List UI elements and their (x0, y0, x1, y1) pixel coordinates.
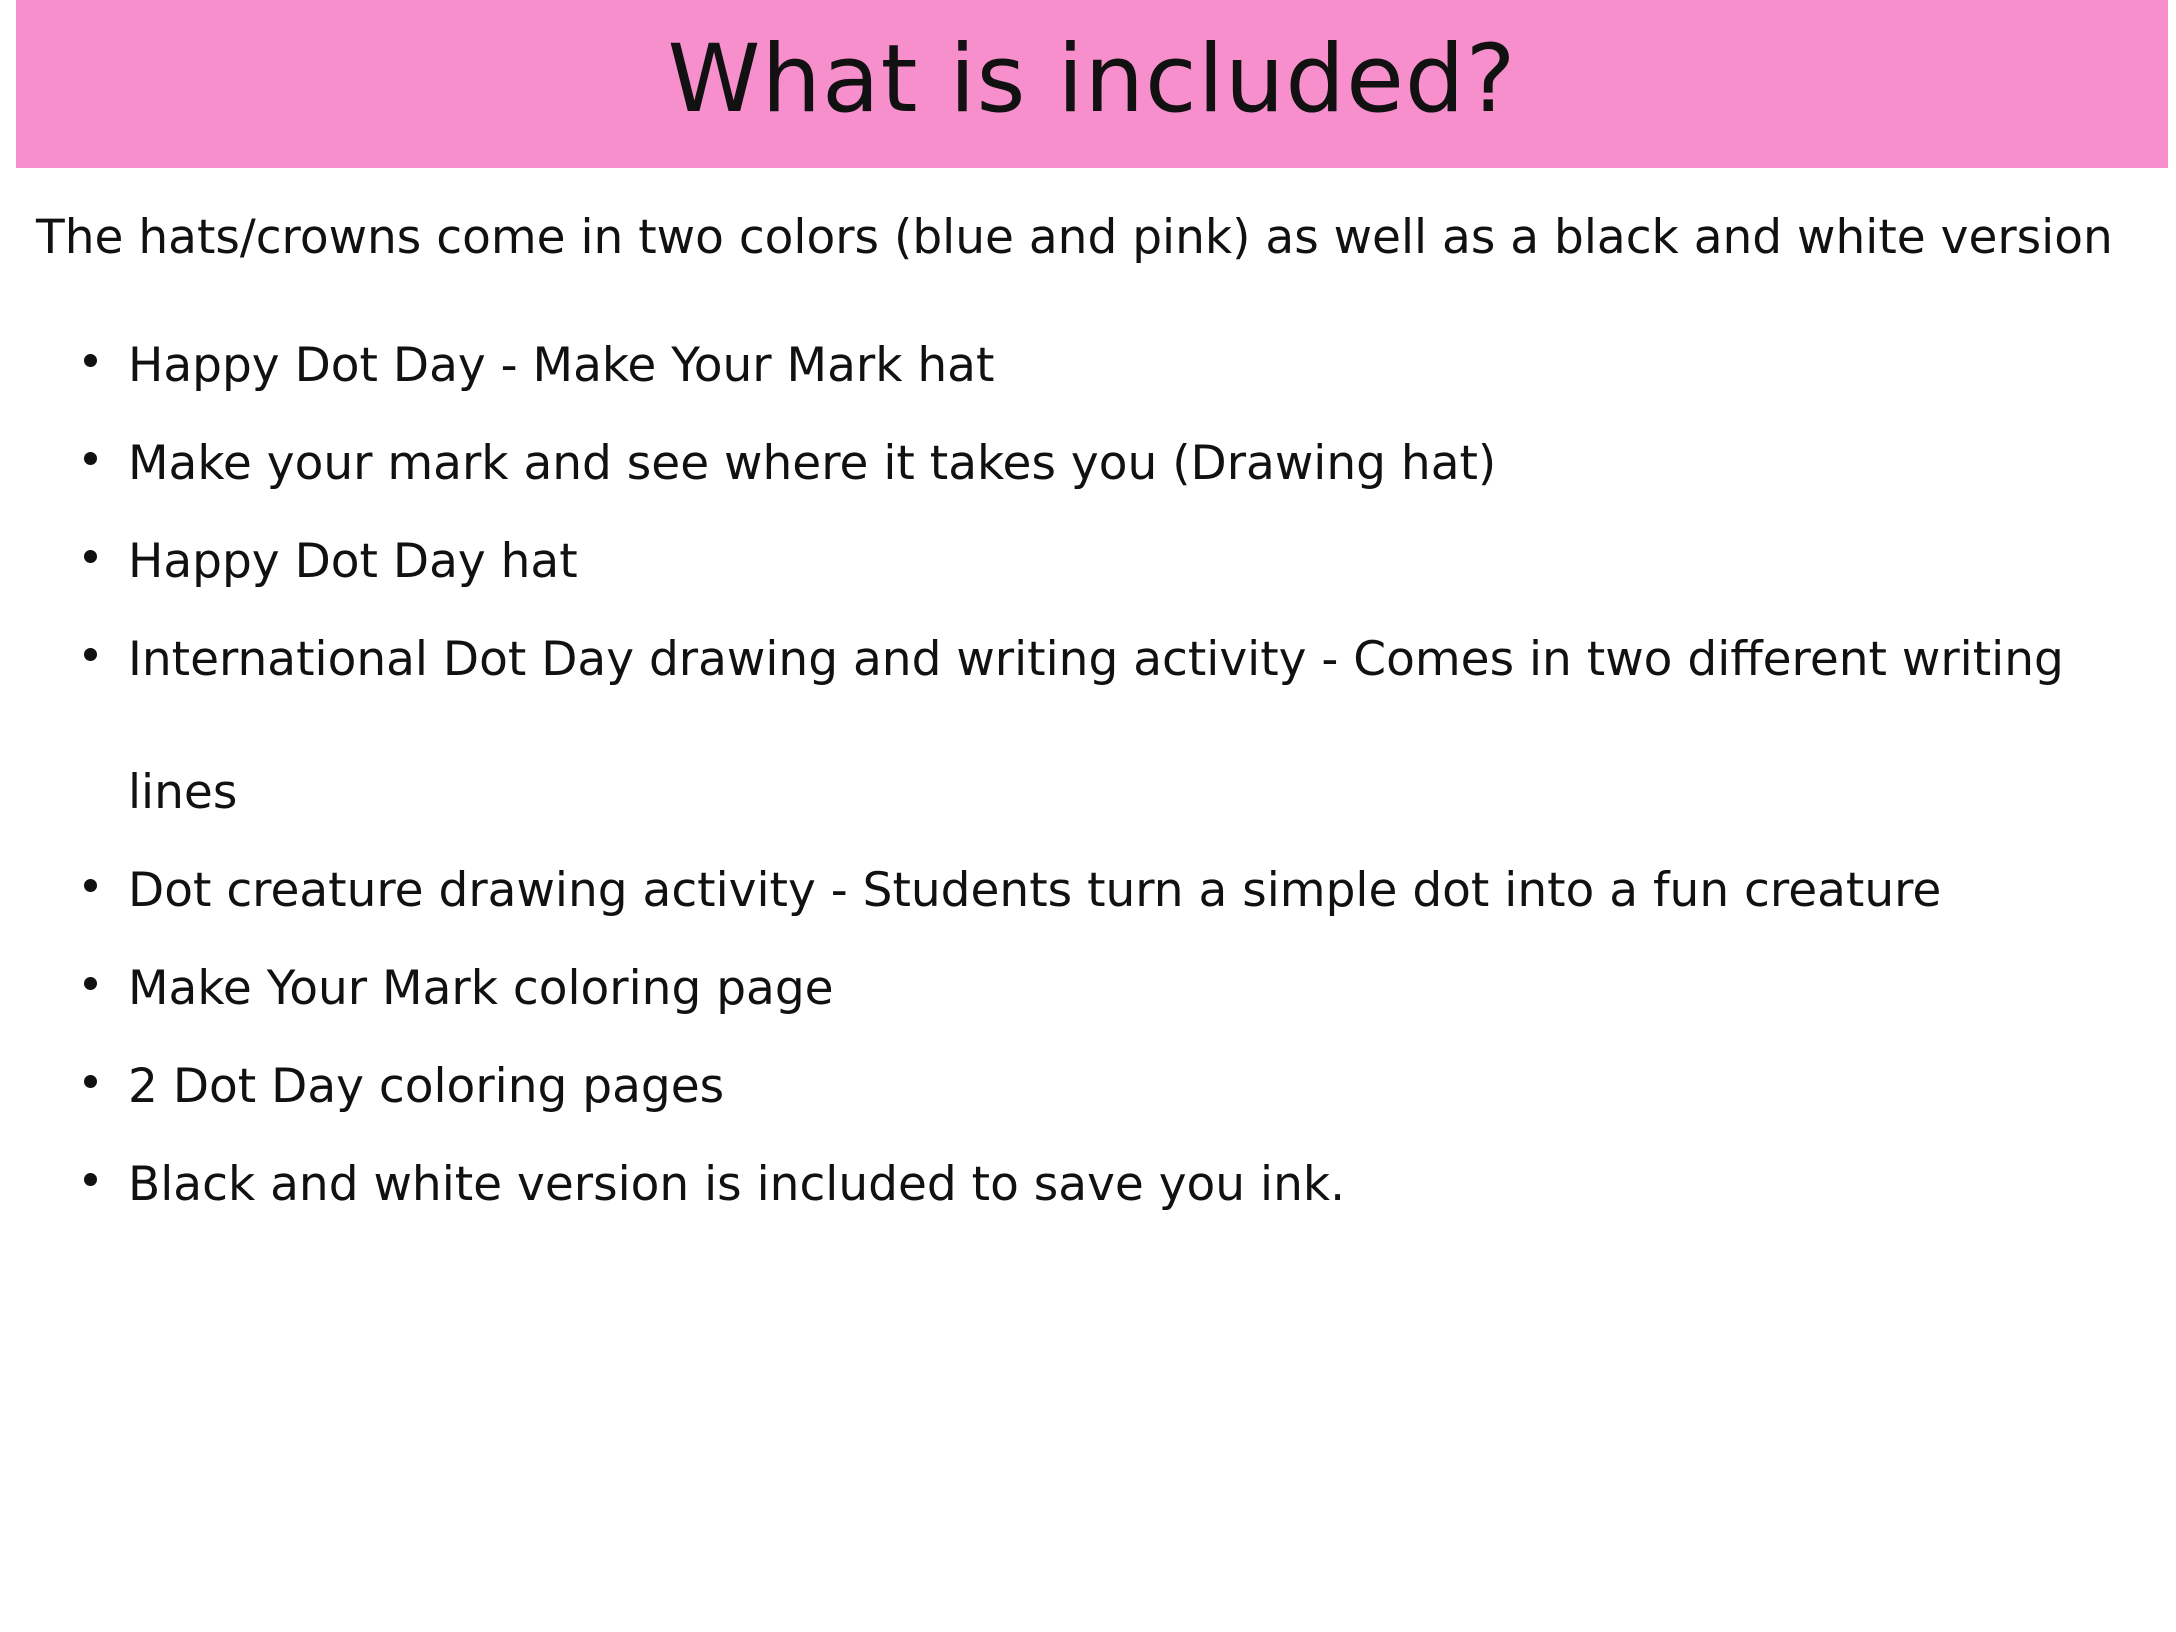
list-item-text: International Dot Day drawing and writing activity - Comes in two different writing lines (128, 632, 2064, 820)
bullet-icon (84, 1173, 97, 1186)
list-item-text: Dot creature drawing activity - Students turn a simple dot into a fun creature (128, 863, 1942, 918)
intro-text: The hats/crowns come in two colors (blue and pink) as well as a black and white version (36, 210, 2113, 265)
list-item-text: Make Your Mark coloring page (128, 961, 834, 1016)
bullet-icon (84, 354, 97, 367)
bullet-icon (84, 977, 97, 990)
included-items-list (0, 334, 2176, 1251)
header-band (16, 0, 2168, 168)
list-item-text: Make your mark and see where it takes you (Drawing hat) (128, 436, 1497, 491)
page-title: What is included? (667, 25, 1517, 134)
list-item (0, 593, 2088, 859)
bullet-icon (84, 550, 97, 563)
bullet-icon (84, 452, 97, 465)
list-item (0, 1118, 2088, 1251)
list-item-text: Happy Dot Day - Make Your Mark hat (128, 338, 995, 393)
list-item-text: 2 Dot Day coloring pages (128, 1059, 725, 1114)
bullet-icon (84, 1075, 97, 1088)
list-item-text: Happy Dot Day hat (128, 534, 578, 589)
list-item-text: Black and white version is included to save you ink. (128, 1157, 1346, 1212)
bullet-icon (84, 879, 97, 892)
bullet-icon (84, 648, 97, 661)
